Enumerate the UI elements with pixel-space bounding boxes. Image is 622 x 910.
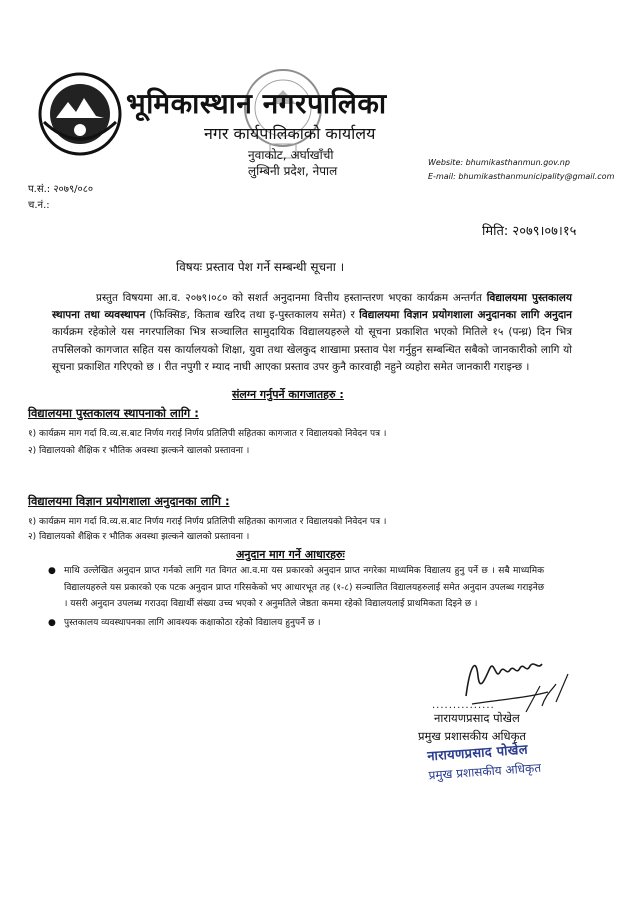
body-highlight-library: विद्यालयमा पुस्तकालय स्थापना तथा व्यवस्थापन xyxy=(52,292,573,322)
stamp-name-text: नारायणप्रसाद पोखेल xyxy=(426,742,529,765)
notice-body-paragraph xyxy=(52,290,572,376)
body-highlight-lab: विद्यालयमा विज्ञान प्रयोगशाला अनुदानका लागि अनुदान xyxy=(359,309,572,322)
address-line-2: लुम्बिनी प्रदेश, नेपाल xyxy=(248,164,338,178)
signatory-post: प्रमुख प्रशासकीय अधिकृत xyxy=(418,729,526,743)
dispatch-number: च.नं.: xyxy=(28,200,50,211)
letter-reference-number: प.सं.: २०७९/०८० xyxy=(28,184,94,195)
letter-date: मिति: २०७९।०७।१५ xyxy=(482,224,577,239)
name-stamp xyxy=(427,738,560,791)
lab-section-heading: विद्यालयमा विज्ञान प्रयोगशाला अनुदानका लागि : xyxy=(28,494,230,508)
body-text-part-3: कार्यक्रम रहेकोले यस नगरपालिका भित्र सञ्चालित सामुदायिक विद्यालयहरुले यो सूचना प्रकाशित भएको मितिले १५ (पन्ध्र) दिन भित्र तपसिलको कागजात सहित यस कार्यालयको शिक्षा, युवा तथा खेलकुद शाखामा प्रस्ताव पेश गर्नुहुन सम्बन्धित सबैको जानकारीको लागि यो सूचना प्रकाशित गरिएको छ । रीत नपुगी र म्याद नाघी आएका प्रस्ताव उपर कुनै कारवाही नहुने व्यहोरा समेत जानकारी गराइन्छ । xyxy=(52,326,572,373)
signature-line: ............... xyxy=(432,700,495,711)
municipality-logo xyxy=(38,72,122,156)
body-text-part-2: (फिक्सिङ, किताब खरिद तथा इ-पुस्तकालय समेत) र xyxy=(145,309,360,322)
address-line-1: नुवाकोट, अर्घाखाँची xyxy=(248,148,334,162)
stamp-post-text: प्रमुख प्रशासकीय अधिकृत xyxy=(428,760,542,783)
grant-basis-text: पुस्तकालय व्यवस्थापनका लागि आवश्यक कक्षाकोठा रहेको विद्यालय हुनुपर्ने छ । xyxy=(64,617,321,628)
notice-subject: विषयः प्रस्ताव पेश गर्ने सम्बन्धी सूचना । xyxy=(176,260,345,274)
grant-basis-item xyxy=(48,563,544,613)
email-text: E-mail: bhumikasthanmunicipality@gmail.com xyxy=(428,172,615,181)
library-section-heading: विद्यालयमा पुस्तकालय स्थापनाको लागि : xyxy=(28,406,199,420)
municipality-name: भूमिकास्थान नगरपालिका xyxy=(126,87,387,120)
website-text: Website: bhumikasthanmun.gov.np xyxy=(428,158,570,167)
grant-basis-text: माथि उल्लेखित अनुदान प्राप्त गर्नको लागि गत विगत आ.व.मा यस प्रकारको अनुदान प्राप्त नगरेका माध्यमिक विद्यालय हुनु पर्ने छ । सबै माध्यमिक विद्यालयहरुले यस प्रकारको एक पटक अनुदान प्राप्त गरिसकेको भए आधारभूत तह (१-८) सञ्चालित विद्यालयहरुलाई समेत अनुदान उपलब्ध गराइनेछ । यसरी अनुदान उपलब्ध गराउदा विद्यार्थी संख्या उच्च भएको र अनुमतिले जेष्ठता कममा रहेको विद्यालयलाई प्राथमिकता दिइने छ । xyxy=(64,566,544,609)
signatory-name: नारायणप्रसाद पोखेल xyxy=(434,711,520,725)
bullet-icon: ● xyxy=(48,566,56,576)
body-text-part-1: प्रस्तुत विषयमा आ.व. २०७९।०८० को सशर्त अनुदानमा वित्तीय हस्तान्तरण भएका कार्यक्रम अन्तर्गत xyxy=(96,292,487,304)
grant-basis-item xyxy=(48,615,544,632)
grant-basis-list xyxy=(48,563,544,633)
lab-requirement-item: १) कार्यक्रम माग गर्दा वि.व्य.स.बाट निर्णय गराई निर्णय प्रतिलिपी सहितका कागजात र विद्यालयको निवेदन पत्र । xyxy=(28,517,387,527)
library-requirement-item: २) विद्यालयको शैक्षिक र भौतिक अवस्था झल्कने खालको प्रस्तावना । xyxy=(28,446,250,456)
library-requirement-item: १) कार्यक्रम माग गर्दा वि.व्य.स.बाट निर्णय गराई निर्णय प्रतिलिपी सहितका कागजात र विद्यालयको निवेदन पत्र । xyxy=(28,429,387,439)
lab-requirement-item: २) विद्यालयको शैक्षिक र भौतिक अवस्था झल्कने खालको प्रस्तावना । xyxy=(28,532,250,542)
attachments-heading: संलग्न गर्नुपर्ने कागजातहरु : xyxy=(232,388,344,401)
grant-basis-heading: अनुदान माग गर्ने आधारहरुः xyxy=(236,548,345,561)
bullet-icon: ● xyxy=(48,617,56,628)
office-name: नगर कार्यपालिकाको कार्यालय xyxy=(204,124,376,143)
